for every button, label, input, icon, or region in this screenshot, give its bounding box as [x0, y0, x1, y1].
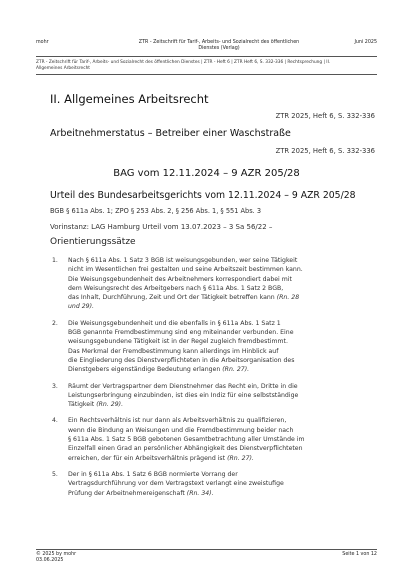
article-title: Arbeitnehmerstatus – Betreiber einer Waschstraße [50, 128, 291, 139]
page-header [36, 40, 377, 56]
lower-instance: Vorinstanz: LAG Hamburg Urteil vom 13.07.2023 – 3 Sa 56/22 – [50, 223, 273, 231]
journal-reference-2: ZTR 2025, Heft 6, S. 332-336 [275, 147, 375, 155]
header-date: Juni 2025 [354, 40, 377, 45]
list-item: 3. Räumt der Vertragspartner dem Dienstnehmer das Recht ein, Dritte in die Leistungserbringung einzubinden, ist dies ein Indiz für eine selbstständige Tätigkeit (Rn. 29). [52, 382, 299, 409]
list-item: 1. Nach § 611a Abs. 1 Satz 3 BGB ist weisungsgebunden, wer seine Tätigkeit nicht im Wesentlichen frei gestalten und seine Arbeitszeit bestimmen kann. Die Weisungsgebundenheit des Arbeitnehmers korrespondiert dabei mit dem Weisungsrecht des Arbeitgebers nach § 611a Abs. 1 Satz 2 BGB, das Inhalt, Durchführung, Zeit und Ort der Tätigkeit betreffen kann (Rn. 28 und 29). [52, 257, 303, 311]
header-journal: ZTR - Zeitschrift für Tarif-, Arbeits- und Sozialrecht des öffentlichen Dienstes (Verlag) [138, 40, 300, 51]
citation-breadcrumb: ZTR - Zeitschrift für Tarif-, Arbeits- und Sozialrecht des öffentlichen Dienstes | ZTR - Heft 6 | ZTR Heft 6, S. 332-336 | Rechtsprechung | II. Allgemeines Arbeitsrecht [36, 60, 331, 71]
footer-divider [36, 549, 377, 550]
header-divider [36, 56, 377, 57]
section-title: II. Allgemeines Arbeitsrecht [50, 92, 209, 106]
citation-divider [36, 74, 377, 75]
orientation-heading: Orientierungssätze [50, 237, 136, 247]
footer-copyright: © 2025 by mohr [36, 552, 77, 557]
statute-references: BGB § 611a Abs. 1; ZPO § 253 Abs. 2, § 256 Abs. 1, § 551 Abs. 3 [50, 207, 262, 215]
orientation-list [50, 256, 370, 505]
list-item: 2. Die Weisungsgebundenheit und die ebenfalls in § 611a Abs. 1 Satz 1 BGB genannte Fremdbestimmung sind eng miteinander verbunden. Eine weisungsgebundene Tätigkeit ist in der Regel zugleich fremdbestimmt. Das Merkmal der Fremdbestimmung kann allerdings im Hinblick auf die Eingliederung des Dienstverpflichteten in die Arbeitsorganisation des Dienstgebers eigenständige Bedeutung erlangen (Rn. 27). [52, 319, 295, 374]
footer-date: 03.06.2025 [36, 558, 64, 563]
header-publisher: mohr [36, 40, 49, 45]
list-item: 4. Ein Rechtsverhältnis ist nur dann als Arbeitsverhältnis zu qualifizieren, wenn die Bindung an Weisungen und die Fremdbestimmung beider nach § 611a Abs. 1 Satz 5 BGB gebotenen Gesamtbetrachtung aller Umstände im Einzelfall einen Grad an persönlicher Abhängigkeit des Dienstverpflichteten erreichen, der für ein Arbeitsverhältnis prägend ist (Rn. 27). [52, 417, 305, 462]
decision-heading: BAG vom 12.11.2024 – 9 AZR 205/28 [113, 168, 300, 179]
list-item: 5. Der in § 611a Abs. 1 Satz 6 BGB normierte Vorrang der Vertragsdurchführung vor dem Vertragstext verlangt eine zweistufige Prüfung der Arbeitnehmereigenschaft (Rn. 34). [52, 470, 284, 497]
judgment-line: Urteil des Bundesarbeitsgerichts vom 12.11.2024 – 9 AZR 205/28 [50, 190, 356, 201]
journal-reference: ZTR 2025, Heft 6, S. 332-336 [275, 112, 375, 120]
page-number: Seite 1 von 12 [342, 552, 377, 557]
